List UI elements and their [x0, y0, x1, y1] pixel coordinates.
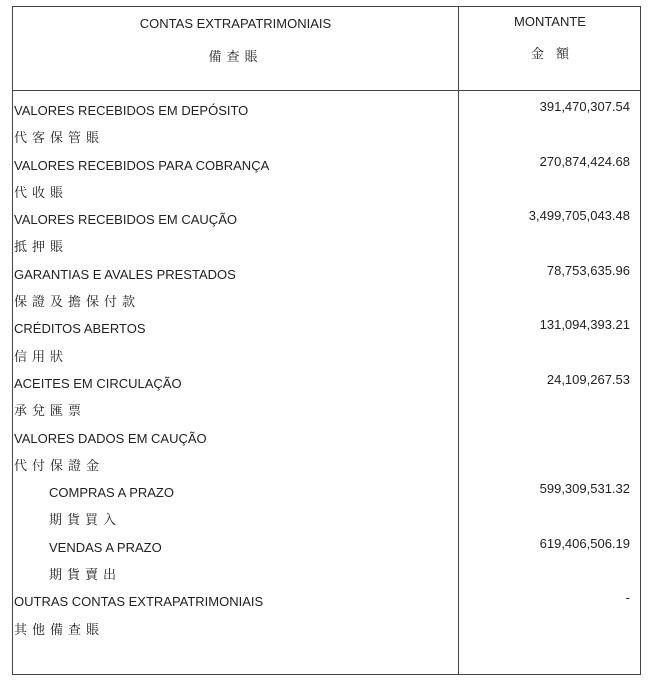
- header-accounts-zh: 備查賬: [208, 49, 263, 64]
- table-row-zh: [13, 561, 642, 588]
- table-body: [13, 97, 642, 643]
- header-divider: [13, 90, 640, 91]
- table-row: [13, 479, 642, 506]
- account-name-pt: VALORES RECEBIDOS PARA COBRANÇA: [14, 157, 270, 173]
- header-amount-zh: 金額: [530, 46, 581, 61]
- table-row: [13, 261, 642, 288]
- account-name-zh: 代付保證金: [14, 457, 105, 473]
- account-name-zh: 信用狀: [14, 348, 69, 364]
- account-name-pt: ACEITES EM CIRCULAÇÃO: [14, 375, 182, 391]
- account-name-zh: 其他備查賬: [14, 621, 105, 637]
- table-row: [13, 588, 642, 615]
- amount-value: 131,094,393.21: [539, 317, 630, 333]
- account-name-zh: 期貨買入: [49, 512, 122, 528]
- table-row: [13, 370, 642, 397]
- account-name-pt: COMPRAS A PRAZO: [49, 485, 174, 501]
- header-amount-pt: MONTANTE: [514, 14, 586, 29]
- account-name-zh: 代收賬: [14, 184, 69, 200]
- account-name-pt: VALORES RECEBIDOS EM DEPÓSITO: [14, 103, 249, 118]
- header-accounts-pt: CONTAS EXTRAPATRIMONIAIS: [139, 16, 332, 31]
- account-name-zh: 代客保管賬: [14, 130, 105, 146]
- table-row: [13, 534, 642, 561]
- table-row: [13, 206, 642, 233]
- amount-value: 24,109,267.53: [546, 371, 630, 387]
- account-name-pt: VENDAS A PRAZO: [49, 539, 162, 555]
- account-name-zh: 期貨賣出: [49, 567, 122, 583]
- table-row: [13, 315, 642, 342]
- account-name-zh: 保證及擔保付款: [14, 294, 141, 310]
- amount-value: 3,499,705,043.48: [528, 208, 630, 224]
- amount-value: 270,874,424.68: [539, 153, 630, 169]
- amount-value: 391,470,307.54: [539, 99, 630, 114]
- account-name-pt: CRÉDITOS ABERTOS: [14, 321, 146, 337]
- account-name-pt: VALORES RECEBIDOS EM CAUÇÃO: [14, 212, 237, 228]
- amount-value: -: [625, 590, 630, 606]
- account-name-pt: OUTRAS CONTAS EXTRAPATRIMONIAIS: [14, 594, 264, 610]
- account-name-zh: 承兌匯票: [14, 403, 87, 419]
- table-row: [13, 97, 642, 124]
- table-row-zh: [13, 397, 642, 424]
- account-name-pt: VALORES DADOS EM CAUÇÃO: [14, 430, 207, 446]
- table-row: [13, 425, 642, 452]
- amount-value: 619,406,506.19: [539, 535, 630, 551]
- table-row-zh: [13, 616, 642, 643]
- amount-value: 599,309,531.32: [539, 481, 630, 497]
- account-name-pt: GARANTIAS E AVALES PRESTADOS: [14, 266, 236, 282]
- table-row: [13, 152, 642, 179]
- account-name-zh: 抵押賬: [14, 239, 69, 255]
- off-balance-sheet-table: [12, 6, 641, 675]
- amount-value: 78,753,635.96: [546, 262, 630, 278]
